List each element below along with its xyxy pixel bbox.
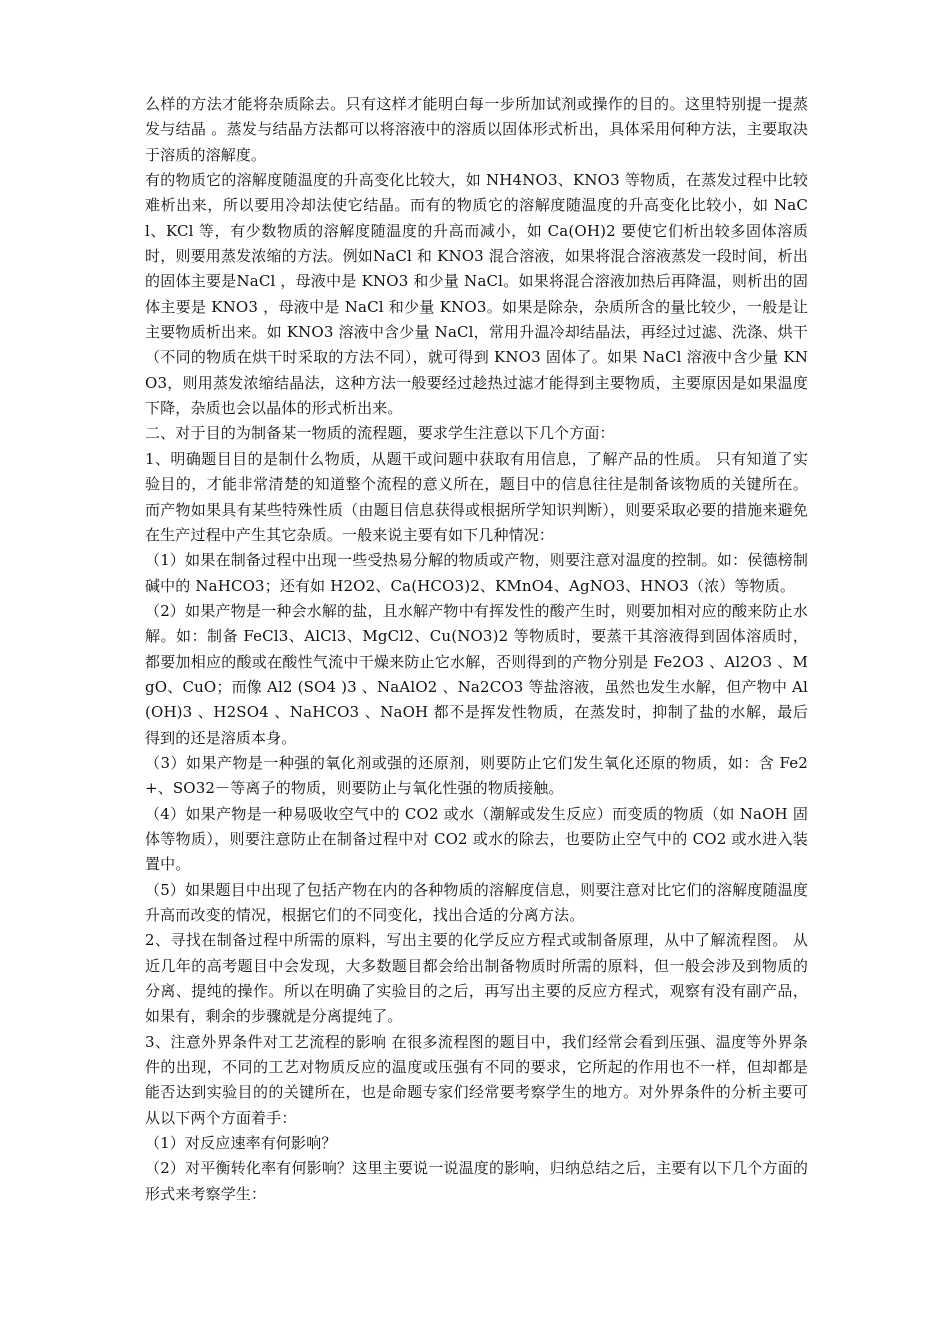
paragraph-point-3: 3、注意外界条件对工艺流程的影响 在很多流程图的题目中，我们经常会看到压强、温度等外界条件的出现，不同的工艺对物质反应的温度或压强有不同的要求，它所起的作用也不一样，但却都是能否达到实验目的的关键所在，也是命题专家们经常要考察学生的地方。对外界条件的分析主要可从以下两个方面着手： [145, 1032, 808, 1127]
paragraph-evaporation-crystallization: 么样的方法才能将杂质除去。只有这样才能明白每一步所加试剂或操作的目的。这里特别提一提蒸发与结晶 。蒸发与结晶方法都可以将溶液中的溶质以固体形式析出，具体采用何种方法，主要取决于溶质的溶解度。 [145, 95, 808, 164]
list-item-redox: （3）如果产物是一种强的氧化剂或强的还原剂，则要防止它们发生氧化还原的物质，如：含 Fe2+、SO32－等离子的物质，则要防止与氧化性强的物质接触。 [145, 753, 808, 798]
list-item-heat-sensitive: （1）如果在制备过程中出现一些受热易分解的物质或产物，则要注意对温度的控制。如：侯德榜制碱中的 NaHCO3；还有如 H2O2、Ca(HCO3)2、KMnO4、AgNO3、HNO3（浓）等物质。 [145, 551, 808, 595]
section-heading-preparation: 二、对于目的为制备某一物质的流程题，要求学生注意以下几个方面： [145, 424, 615, 443]
list-item-hydrolysis: （2）如果产物是一种会水解的盐，且水解产物中有挥发性的酸产生时，则要加相对应的酸来防止水解。如：制备 FeCl3、AlCl3、MgCl2、Cu(NO3)2 等物质时，要蒸干其溶液得到固体溶质时，都要加相应的酸或在酸性气流中干燥来防止它水解，否则得到的产物分别是 Fe2O3 、Al2O3 、MgO、CuO；而像 Al2 (SO4 )3 、NaAlO2 、Na2CO3 等盐溶液，虽然也发生水解，但产物中 Al(OH)3 、H2SO4 、NaHCO3 、NaOH 都不是挥发性物质，在蒸发时，抑制了盐的水解，最后得到的还是溶质本身。 [145, 601, 808, 747]
paragraph-point-1: 1、明确题目目的是制什么物质，从题干或问题中获取有用信息，了解产品的性质。 只有知道了实验目的，才能非常清楚的知道整个流程的意义所在，题目中的信息往往是制备该物质的关键所在。而产物如果具有某些特殊性质（由题目信息获得或根据所学知识判断），则要采取必要的措施来避免在生产过程中产生其它杂质。一般来说主要有如下几种情况： [145, 449, 808, 544]
list-item-equilibrium: （2）对平衡转化率有何影响？这里主要说一说温度的影响，归纳总结之后，主要有以下几个方面的形式来考察学生： [145, 1159, 808, 1203]
paragraph-solubility-temperature: 有的物质它的溶解度随温度的升高变化比较大，如 NH4NO3、KNO3 等物质，在蒸发过程中比较难析出来，所以要用冷却法使它结晶。而有的物质它的溶解度随温度的升高变化比较小，如 NaCl、KCl 等，有少数物质的溶解度随温度的升高而减小，如 Ca(OH)2 要使它们析出较多固体溶质时，则要用蒸发浓缩的方法。例如NaCl 和 KNO3 混合溶液，如果将混合溶液蒸发一段时间，析出的固体主要是NaCl ，母液中是 KNO3 和少量 NaCl。如果将混合溶液加热后再降温，则析出的固体主要是 KNO3 ，母液中是 NaCl 和少量 KNO3。如果是除杂，杂质所含的量比较少，一般是让主要物质析出来。如 KNO3 溶液中含少量 NaCl，常用升温冷却结晶法，再经过过滤、洗涤、烘干（不同的物质在烘干时采取的方法不同），就可得到 KNO3 固体了。如果 NaCl 溶液中含少量 KNO3，则用蒸发浓缩结晶法，这种方法一般要经过趁热过滤才能得到主要物质，主要原因是如果温度下降，杂质也会以晶体的形式析出来。 [145, 171, 808, 418]
document-body [145, 92, 808, 1207]
list-item-solubility-info: （5）如果题目中出现了包括产物在内的各种物质的溶解度信息，则要注意对比它们的溶解度随温度升高而改变的情况，根据它们的不同变化，找出合适的分离方法。 [145, 880, 808, 924]
list-item-moisture-co2: （4）如果产物是一种易吸收空气中的 CO2 或水（潮解或发生反应）而变质的物质（如 NaOH 固体等物质），则要注意防止在制备过程中对 CO2 或水的除去，也要防止空气中的 CO2 或水进入装置中。 [145, 804, 808, 874]
paragraph-point-2: 2、寻找在制备过程中所需的原料，写出主要的化学反应方程式或制备原理，从中了解流程图。 从近几年的高考题目中会发现，大多数题目都会给出制备物质时所需的原料，但一般会涉及到物质的分离、提纯的操作。所以在明确了实验目的之后，再写出主要的反应方程式，观察有没有副产品，如果有，剩余的步骤就是分离提纯了。 [145, 931, 808, 1026]
list-item-rate: （1）对反应速率有何影响？ [145, 1134, 337, 1153]
